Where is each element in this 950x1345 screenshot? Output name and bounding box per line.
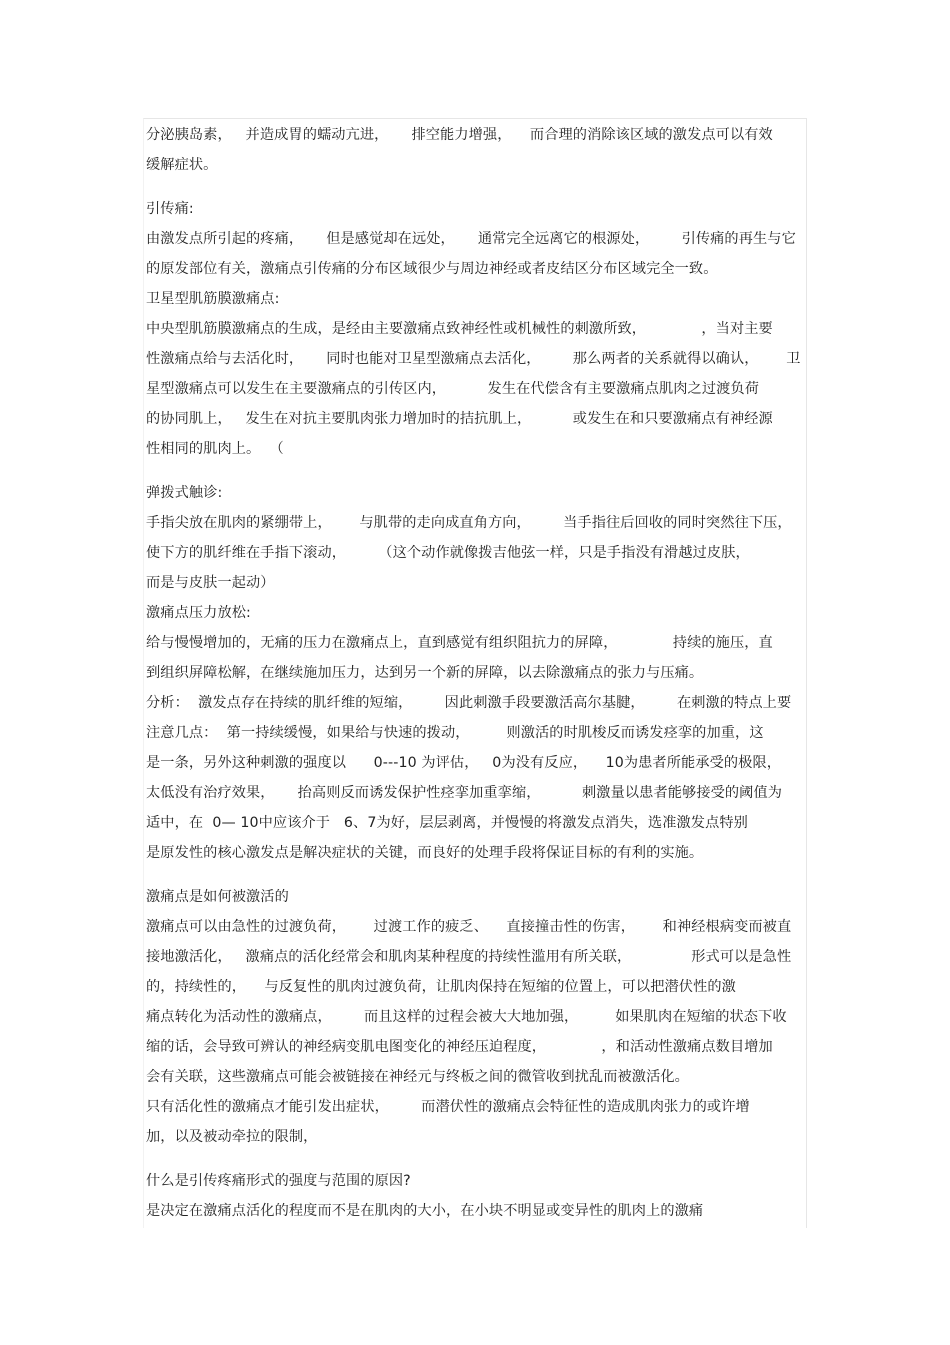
section-heading: 卫星型肌筋膜激痛点: (146, 291, 280, 307)
section-heading: 引传痛: (146, 201, 194, 217)
paragraph-line: 只有活化性的激痛点才能引发出症状， 而潜伏性的激痛点会特征性的造成肌肉张力的或许增 (146, 1099, 750, 1115)
paragraph-line: 是决定在激痛点活化的程度而不是在肌肉的大小，在小块不明显或变异性的肌肉上的激痛 (146, 1203, 704, 1219)
paragraph-line: 缓解症状。 (146, 157, 218, 173)
paragraph-gap (146, 180, 806, 194)
section-intensity-cause (146, 1166, 806, 1226)
paragraph-line: 激痛点可以由急性的过渡负荷， 过渡工作的疲乏、 直接撞击性的伤害， 和神经根病变而被直 (146, 919, 792, 935)
section-pressure-release (146, 598, 806, 868)
paragraph-gap (146, 464, 806, 478)
paragraph-line: 是一条，另外这种刺激的强度以 0---10 为评估， 0为没有反应， 10为患者所能承受的极限， (146, 755, 782, 771)
section-snapping-palpation (146, 478, 806, 598)
paragraph-line: 而是与皮肤一起动） (146, 575, 275, 591)
section-satellite-trigger-point (146, 284, 806, 464)
section-referred-pain (146, 194, 806, 284)
section-heading: 弹拨式触诊: (146, 485, 223, 501)
paragraph-gap (146, 1152, 806, 1166)
section-activation (146, 882, 806, 1152)
paragraph-gap (146, 868, 806, 882)
paragraph-line: 注意几点： 第一持续缓慢，如果给与快速的拨动， 则激活的时肌梭反而诱发痉挛的加重，这 (146, 725, 764, 741)
paragraph-line: 太低没有治疗效果， 抬高则反而诱发保护性痉挛加重挛缩， 刺激量以患者能够接受的阈值为 (146, 785, 783, 801)
section-heading: 什么是引传疼痛形式的强度与范围的原因? (146, 1173, 411, 1189)
paragraph-line: 的，持续性的， 与反复性的肌肉过渡负荷，让肌肉保持在短缩的位置上，可以把潜伏性的激 (146, 979, 736, 995)
paragraph-line: 使下方的肌纤维在手指下滚动， （这个动作就像拨吉他弦一样，只是手指没有滑越过皮肤， (146, 545, 750, 561)
paragraph-line: 到组织屏障松解，在继续施加压力，达到另一个新的屏障，以去除激痛点的张力与压痛。 (146, 665, 704, 681)
paragraph-line: 接地激活化， 激痛点的活化经常会和肌肉某种程度的持续性滥用有所关联， 形式可以是急性 (146, 949, 792, 965)
paragraph-line: 缩的话，会导致可辨认的神经病变肌电图变化的神经压迫程度， ，和活动性激痛点数目增加 (146, 1039, 773, 1055)
paragraph-line: 星型激痛点可以发生在主要激痛点的引传区内， 发生在代偿含有主要激痛点肌肉之过渡负荷 (146, 381, 759, 397)
paragraph-line: 是原发性的核心激发点是解决症状的关键，而良好的处理手段将保证目标的有利的实施。 (146, 845, 704, 861)
paragraph-line: 痛点转化为活动性的激痛点， 而且这样的过程会被大大地加强， 如果肌肉在短缩的状态下收 (146, 1009, 787, 1025)
paragraph-line: 中央型肌筋膜激痛点的生成，是经由主要激痛点致神经性或机械性的刺激所致， ，当对主要 (146, 321, 773, 337)
document-body (146, 120, 806, 1226)
paragraph-line: 适中，在 0— 10中应该介于 6、7为好，层层剥离，并慢慢的将激发点消失，选准激发点特别 (146, 815, 748, 831)
section-digestive (146, 120, 806, 180)
paragraph-line: 由激发点所引起的疼痛， 但是感觉却在远处， 通常完全远离它的根源处， 引传痛的再生与它 (146, 231, 796, 247)
paragraph-line: 给与慢慢增加的，无痛的压力在激痛点上，直到感觉有组织阻抗力的屏障， 持续的施压，直 (146, 635, 773, 651)
paragraph-line: 手指尖放在肌肉的紧绷带上， 与肌带的走向成直角方向， 当手指往后回收的同时突然往下压， (146, 515, 792, 531)
paragraph-line: 性相同的肌肉上。 （ (146, 441, 284, 457)
paragraph-line: 分泌胰岛素， 并造成胃的蠕动亢进， 排空能力增强， 而合理的消除该区域的激发点可以有效 (146, 127, 773, 143)
paragraph-line: 会有关联，这些激痛点可能会被链接在神经元与终板之间的微管收到扰乱而被激活化。 (146, 1069, 689, 1085)
paragraph-line: 分析： 激发点存在持续的肌纤维的短缩， 因此刺激手段要激活高尔基腱， 在刺激的特点上要 (146, 695, 792, 711)
section-heading: 激痛点压力放松: (146, 605, 251, 621)
paragraph-line: 加，以及被动牵拉的限制， (146, 1129, 318, 1145)
section-heading: 激痛点是如何被激活的 (146, 889, 289, 905)
paragraph-line: 的原发部位有关，激痛点引传痛的分布区域很少与周边神经或者皮结区分布区域完全一致。 (146, 261, 718, 277)
paragraph-line: 性激痛点给与去活化时， 同时也能对卫星型激痛点去活化， 那么两者的关系就得以确认， 卫 (146, 351, 801, 367)
paragraph-line: 的协同肌上， 发生在对抗主要肌肉张力增加时的拮抗肌上， 或发生在和只要激痛点有神经源 (146, 411, 773, 427)
